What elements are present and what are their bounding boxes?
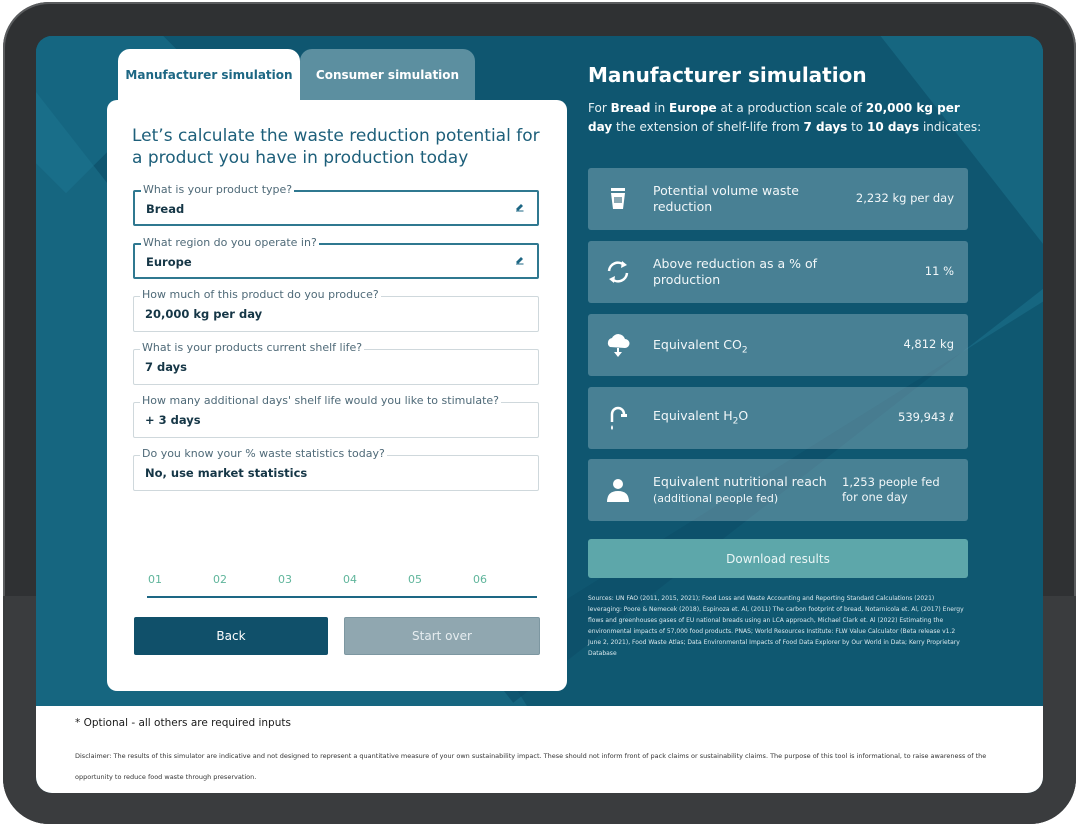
step-01[interactable]: 01 <box>148 573 162 586</box>
metric-co2 <box>588 314 968 376</box>
pencil-icon[interactable] <box>515 255 525 265</box>
footer <box>36 706 1043 793</box>
field-label: What is your product type? <box>143 183 293 196</box>
results-title: Manufacturer simulation <box>588 63 867 87</box>
waste-statistics-field[interactable] <box>133 447 539 491</box>
step-04[interactable]: 04 <box>343 573 357 586</box>
metric-reduction-percent <box>588 241 968 303</box>
metric-label: Above reduction as a % of production <box>653 256 818 287</box>
metric-label: Equivalent $CO_2$ <box>653 337 748 356</box>
optional-note: * Optional - all others are required inputs <box>75 717 291 729</box>
cloud-co2-icon <box>604 331 632 359</box>
field-label: What is your products current shelf life? <box>142 341 363 354</box>
tab-manufacturer-simulation[interactable]: Manufacturer simulation <box>118 49 300 101</box>
metric-value: 4,812 kg <box>903 337 954 351</box>
person-icon <box>604 476 632 504</box>
field-label: How many additional days' shelf life would you like to stimulate? <box>142 394 500 407</box>
field-value: Europe <box>146 255 192 269</box>
metric-value: 11 % <box>924 264 954 278</box>
step-indicator <box>133 573 537 603</box>
step-05[interactable]: 05 <box>408 573 422 586</box>
progress-line <box>147 596 537 598</box>
recycle-arrows-icon <box>604 258 632 286</box>
metric-label: Potential volume waste reduction <box>653 183 800 214</box>
metric-label: Equivalent $H_2O$ <box>653 408 749 427</box>
metric-label: Equivalent nutritional reach (additional people fed) <box>653 474 827 505</box>
field-label: How much of this product do you produce? <box>142 288 379 301</box>
tab-consumer-simulation[interactable]: Consumer simulation <box>300 49 475 101</box>
production-volume-field[interactable] <box>133 288 539 332</box>
metric-h2o <box>588 387 968 449</box>
start-over-button[interactable]: Start over <box>344 617 540 655</box>
sources-text: Sources: UN FAO (2011, 2015, 2021); Food Loss and Waste Accounting and Reporting Standard Calculations (2021) leveraging: Poore & Nemecek (2018), Espinoza et. Al, (2011) The carbon footprint of bread, Notarnicola et. Al, (2017) Energy flows and greenhouses gases of EU national breads using an LCA approach, Michael Clark et. Al (2022) Estimating the environmental impacts of 57,000 food products. PNAS; World Resources Institute: FLW Value Calculator (Beta release v1.2 June 2, 2021), Food Waste Atlas; Data Environmental Impacts of Food Data Explorer by Our World in Data; Kerry Proprietary Database <box>588 595 964 657</box>
field-label: Do you know your % waste statistics today? <box>142 447 385 460</box>
app-screen <box>36 36 1043 793</box>
metric-volume-waste <box>588 168 968 230</box>
step-02[interactable]: 02 <box>213 573 227 586</box>
metric-value: 1,253 people fed for one day <box>842 475 940 504</box>
field-value: 20,000 kg per day <box>145 307 263 321</box>
download-results-button[interactable]: Download results <box>588 539 968 578</box>
simulation-form-card <box>107 100 567 691</box>
field-value: Bread <box>146 202 185 216</box>
metric-value: 2,232 kg per day <box>855 191 954 205</box>
trash-bin-icon <box>604 185 632 213</box>
step-03[interactable]: 03 <box>278 573 292 586</box>
additional-days-field[interactable] <box>133 394 539 438</box>
field-value: No, use market statistics <box>145 466 308 480</box>
field-label: What region do you operate in? <box>143 236 317 249</box>
metric-value: 539,943 ℓ <box>898 410 954 424</box>
step-06[interactable]: 06 <box>473 573 487 586</box>
region-select[interactable] <box>133 236 539 279</box>
metric-nutritional-reach <box>588 459 968 521</box>
form-title: Let’s calculate the waste reduction potential for a product you have in production today <box>132 126 540 168</box>
product-type-select[interactable] <box>133 183 539 226</box>
disclaimer-text: Disclaimer: The results of this simulator are indicative and not designed to represent a quantitative measure of your own sustainability impact. These should not inform front of pack claims or sustainability claims. The purpose of this tool is informational, to raise awareness of the opportunity to reduce food waste through preservation. <box>75 752 987 781</box>
shelf-life-field[interactable] <box>133 341 539 385</box>
field-value: 7 days <box>145 360 187 374</box>
results-summary: For Bread in Europe at a production scale of 20,000 kg per day the extension of shelf-life from 7 days to 10 days indicates: <box>588 101 982 134</box>
field-value: + 3 days <box>145 413 201 427</box>
back-button[interactable]: Back <box>134 617 328 655</box>
water-tap-icon <box>604 404 632 432</box>
hero-background <box>36 36 1043 706</box>
pencil-icon[interactable] <box>515 202 525 212</box>
